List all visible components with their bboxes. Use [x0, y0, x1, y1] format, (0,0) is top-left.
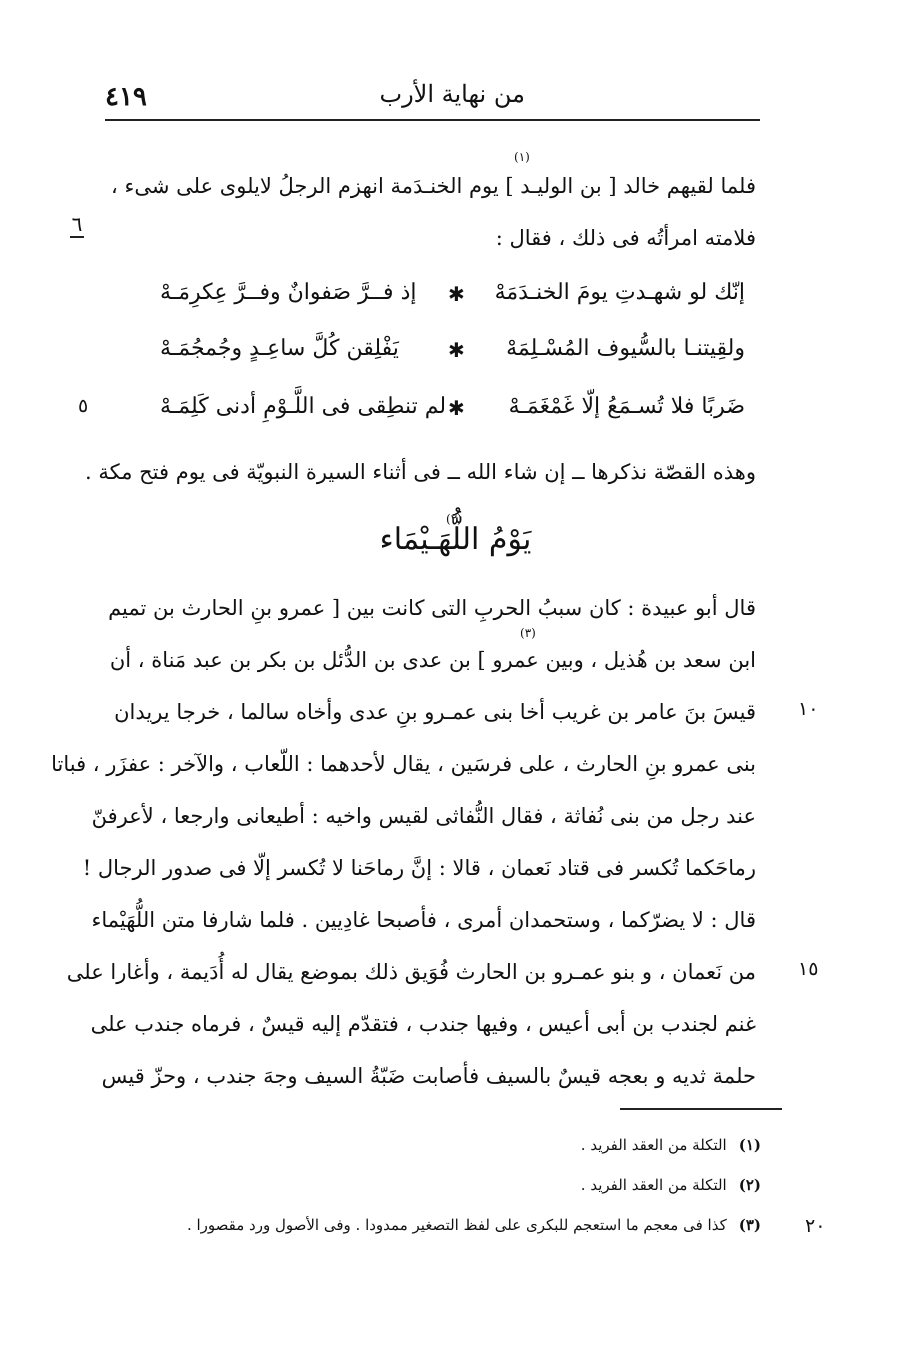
text-line: قيسَ بنَ عامر بن غريب أخا بنى عمـرو بنِ عدى وأخاه سالما ، خرجا يريدان — [114, 700, 756, 724]
margin-number-5: ٥ — [78, 395, 89, 417]
footnote-text: كذا فى معجم ما استعجم للبكرى على لفظ التصغير ممدودا . وفى الأصول ورد مقصورا . — [186, 1216, 727, 1234]
text-line: رماحَكما تُكسر فى قتاد نَعمان ، قالا : إنَّ رماحَنا لا تُكسر إلّا فى صدور الرجال ! — [82, 856, 756, 880]
text-line: عند رجل من بنى نُفاثة ، فقال النُّفاثى لقيس واخيه : أطيعانى وارجعا ، لأعرفنّ — [91, 804, 756, 828]
footnote — [581, 1176, 761, 1194]
verse-hemistich-right: إنّك لو شهـدتِ يومَ الخنـدَمَهْ — [494, 280, 745, 305]
footnote-ref-1: (١) — [514, 150, 530, 164]
footnote-ref-3: (٣) — [520, 626, 536, 640]
page-number: ٤١٩ — [105, 82, 147, 112]
verse-line — [160, 280, 745, 320]
verse-line — [160, 394, 745, 434]
text-line: حلمة ثديه و بعجه قيسٌ بالسيف فأصابت ضَبّةُ السيف وجهَ جندب ، وحزّ قيس — [101, 1064, 756, 1088]
margin-number-20: ٢٠ — [805, 1215, 826, 1237]
header-rule — [105, 119, 760, 121]
verse-separator-icon: ✱ — [448, 282, 465, 306]
verse-hemistich-right: ضَربًا فلا تُسـمَعُ إلّا غَمْغَمَـهْ — [508, 394, 745, 419]
verse-hemistich-left: إذ فــرَّ صَفوانٌ وفــرَّ عِكرِمَـهْ — [160, 280, 417, 305]
footnote-text: التكلة من العقد الفريد . — [580, 1176, 727, 1194]
text-line: من نَعمان ، و بنو عمـرو بن الحارث فُوَيق ذلك بموضع يقال له أُدَيمة ، وأغارا على — [66, 960, 756, 984]
verse-hemistich-right: ولقِيتنـا بالسُّيوف المُسْـلِمَهْ — [506, 336, 745, 361]
running-title: من نهاية الأرب — [379, 80, 525, 108]
text-line: وهذه القصّة نذكرها ــ إن شاء الله ــ فى أثناء السيرة النبويّة فى يوم فتح مكة . — [84, 460, 756, 484]
text-line: قال أبو عبيدة : كان سببُ الحربِ التى كانت بين [ عمرو بنِ الحارث بن تميم — [108, 596, 756, 620]
footnote-text: التكلة من العقد الفريد . — [580, 1136, 727, 1154]
verse-separator-icon: ✱ — [448, 338, 465, 362]
footnote — [187, 1216, 761, 1234]
footnote-ref-2: (٢) — [446, 512, 462, 526]
verse-hemistich-left: يَفْلِقن كُلَّ ساعِـدٍ وجُمجُمَـهْ — [160, 336, 399, 361]
footnote — [581, 1136, 761, 1154]
text-line: فلامته امرأتُه فى ذلك ، فقال : — [495, 226, 756, 250]
footnote-number: (٣) — [738, 1216, 761, 1234]
margin-number-15: ١٥ — [798, 958, 819, 980]
margin-number-10: ١٠ — [798, 698, 819, 720]
footnote-rule — [620, 1108, 782, 1110]
text-line: بنى عمرو بنِ الحارث ، على فرسَين ، يقال لأحدهما : اللّعاب ، والآخر : عفزَر ، فباتا — [51, 752, 756, 776]
margin-number-6: ٦ — [71, 212, 83, 236]
text-line: غنم لجندب بن أبى أعيس ، وفيها جندب ، فتقدّم إليه قيسٌ ، فرماه جندب على — [90, 1012, 756, 1036]
text-line: فلما لقيهم خالد [ بن الوليـد ] يوم الخنـدَمة انهزم الرجلُ لايلوى على شىء ، — [111, 174, 756, 198]
verse-hemistich-left: لم تنطِقى فى اللَّـوْمِ أدنى كَلِمَـهْ — [160, 394, 447, 419]
page-header — [105, 78, 760, 120]
footnote-number: (٢) — [738, 1176, 761, 1194]
verse-separator-icon: ✱ — [448, 396, 465, 420]
verse-line — [160, 336, 745, 376]
text-line: ابن سعد بن هُذيل ، وبين عمرو ] بن عدى بن الدُّئل بن بكر بن عبد مَناة ، أن — [109, 648, 756, 672]
footnote-number: (١) — [738, 1136, 761, 1154]
section-title: يَوْمُ اللُّهَـيْمَاء — [379, 522, 532, 557]
text-line: قال : لا يضرّكما ، وستحمدان أمرى ، فأصبحا غادِيين . فلما شارفا متن اللُّهَيْماء — [91, 908, 756, 932]
